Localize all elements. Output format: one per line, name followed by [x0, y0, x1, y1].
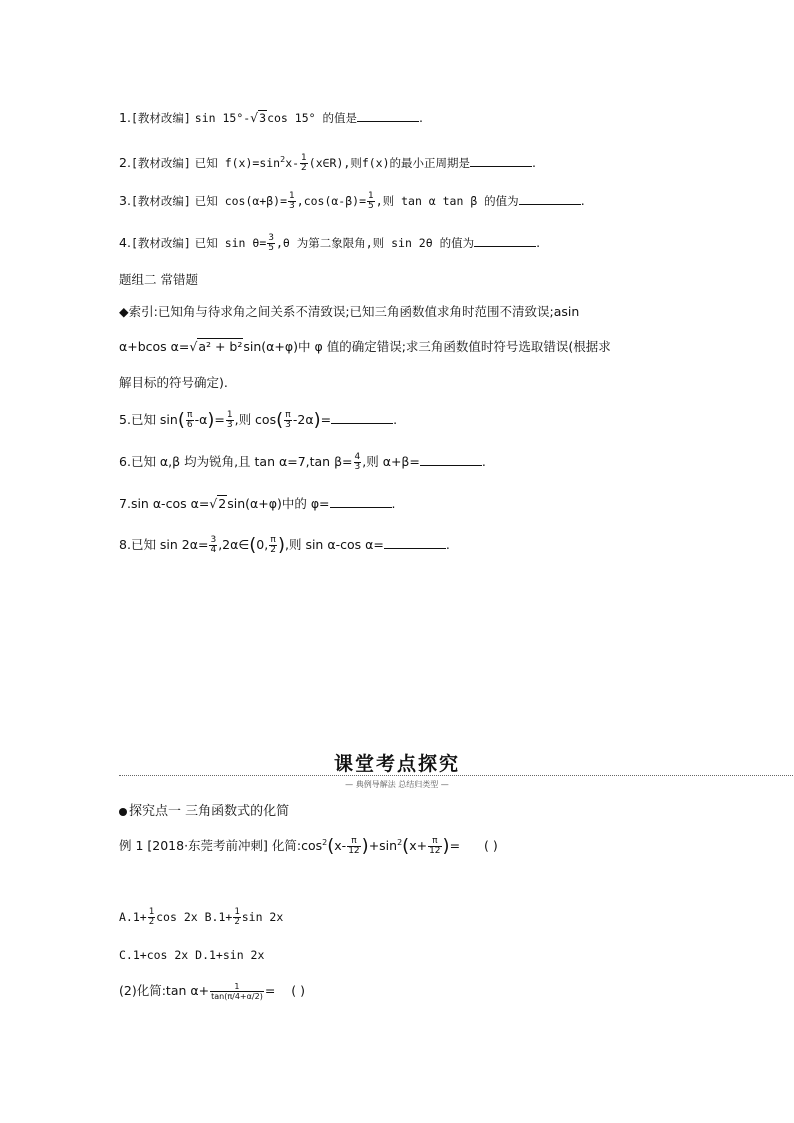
- fraction: $\frac{\pi}{12}$: [348, 836, 360, 857]
- answer-blank[interactable]: [330, 495, 392, 508]
- exponent: 2: [322, 838, 328, 847]
- expr: 已知 sin θ=: [194, 236, 267, 250]
- period: .: [418, 110, 423, 125]
- period: .: [580, 193, 585, 208]
- point-title: 探究点一 三角函数式的化简: [129, 804, 290, 819]
- q-tag: [教材改编]: [130, 194, 191, 208]
- expr: ,则 cos: [234, 412, 277, 427]
- fraction: $\frac{4}{3}$: [354, 452, 361, 472]
- expr: 例 1 [2018·东莞考前冲刺] 化简:cos: [119, 838, 323, 854]
- index-line-3: 解目标的符号确定).: [119, 375, 228, 390]
- q-number: 1.: [119, 110, 131, 125]
- q-tag: [教材改编]: [130, 156, 191, 171]
- q-tag: [教材改编]: [130, 236, 191, 250]
- expr: sin α-cos α=: [130, 496, 210, 511]
- options-cd[interactable]: C.1+cos 2x D.1+sin 2x: [119, 948, 265, 962]
- expr: 已知 α,β 均为锐角,且 tan α=7,tan β=: [130, 454, 353, 469]
- index-line-1: ◆索引:已知角与待求角之间关系不清致误;已知三角函数值求角时范围不清致误;asin: [119, 304, 580, 319]
- option-a[interactable]: A.1+: [119, 910, 147, 924]
- expr: 已知 f(x)=sin: [194, 156, 281, 171]
- expr: ,2α∈: [218, 537, 250, 552]
- question-3: [119, 191, 585, 211]
- fraction: $\frac{1}{2}$: [301, 153, 307, 174]
- section-divider: [119, 775, 794, 776]
- period: .: [481, 454, 486, 469]
- group-heading: 题组二 常错题: [119, 272, 198, 287]
- answer-blank[interactable]: [474, 234, 536, 247]
- expr: =: [214, 412, 225, 427]
- example-1: 例 1 [2018·东莞考前冲刺] 化简$:\cos^2(x-$ $\frac{\pi}{12}$ )$+\sin^2(x+$ $\frac{\pi}{12}$ )= ( ): [119, 835, 498, 857]
- q-number: 3.: [119, 193, 131, 208]
- expr: x+: [409, 838, 428, 854]
- fraction: $\frac{\pi}{3}$: [285, 410, 291, 430]
- fraction: $\frac{1}{3}$: [289, 191, 295, 211]
- expr: 0,: [256, 537, 269, 552]
- question-5: 5.已知 sin( $\frac{\pi}{6}$ -α)= $\frac{1}{3}$ ,则 cos( $\frac{\pi}{3}$ -2α)= .: [119, 409, 398, 431]
- expr: 已知 sin: [130, 412, 178, 427]
- expr: (2)化简:tan α+: [119, 983, 210, 998]
- fraction: $\frac{1}{\tan(\pi/4+\alpha/2)}$: [211, 982, 263, 1001]
- expr: -α: [194, 412, 208, 427]
- period: .: [536, 235, 541, 250]
- expr: sin 2x: [241, 910, 284, 924]
- fraction: $\frac{1}{5}$: [368, 191, 374, 211]
- section-title: 课堂考点探究: [333, 753, 460, 775]
- question-6: [119, 452, 486, 472]
- expr: ,cos(α-β)=: [296, 194, 367, 208]
- question-1: 1.[教材改编] sin 15°-√3cos 15° 的值是 .: [119, 110, 423, 125]
- point-heading: [119, 800, 289, 819]
- expr: ,则 α+β=: [362, 454, 420, 469]
- q-number: 6.: [119, 454, 131, 469]
- expr: cos 15° 的值是: [267, 111, 357, 125]
- expr: sin(α+φ)中 φ 值的确定错误;求三角函数值时符号选取错误(根据求: [243, 339, 611, 354]
- question-7: 7.sin α-cos α=√2sin(α+φ)中的 φ= .: [119, 496, 396, 511]
- fraction: $\frac{1}{2}$: [148, 907, 155, 927]
- sqrt-value: 3: [259, 111, 267, 125]
- answer-blank[interactable]: [384, 536, 446, 549]
- exponent: 2: [397, 838, 403, 847]
- expr: =: [264, 983, 276, 998]
- sqrt-value: a² + b²: [198, 339, 243, 354]
- fraction: $\frac{1}{2}$: [234, 907, 240, 927]
- fraction: $\frac{\pi}{12}$: [429, 836, 441, 857]
- exponent: 2: [280, 155, 286, 164]
- expr: =: [320, 412, 332, 427]
- answer-blank[interactable]: [420, 453, 482, 466]
- period: .: [393, 412, 398, 427]
- answer-blank[interactable]: [331, 411, 393, 424]
- sqrt-value: 2: [218, 496, 227, 511]
- answer-blank[interactable]: [357, 109, 419, 122]
- expr: ,则 tan α tan β 的值为: [375, 194, 519, 208]
- expr: α+bcos α=: [119, 339, 190, 354]
- expr: ,则 sin α-cos α=: [285, 537, 384, 552]
- expr: -2α: [292, 412, 314, 427]
- question-4: [119, 233, 540, 253]
- expr: x-: [285, 156, 300, 171]
- expr: x-: [334, 838, 347, 854]
- expr: sin(α+φ)中的 φ=: [227, 496, 330, 511]
- option-b[interactable]: B.1+: [204, 910, 233, 924]
- expr: 已知 cos(α+β)=: [194, 194, 288, 208]
- choice-bracket[interactable]: ( ): [291, 983, 306, 998]
- period: .: [532, 155, 537, 171]
- expr: (x∈R),则f(x)的最小正周期是: [308, 156, 471, 171]
- period: .: [391, 496, 396, 511]
- expr: cos 2x: [156, 910, 198, 924]
- fraction: $\frac{3}{5}$: [268, 233, 274, 253]
- fraction: $\frac{\pi}{2}$: [270, 535, 276, 555]
- answer-blank[interactable]: [519, 192, 581, 205]
- fraction: $\frac{\pi}{6}$: [186, 410, 193, 430]
- fraction: $\frac{1}{3}$: [226, 410, 233, 430]
- q-number: 2.: [119, 155, 131, 171]
- fraction: $\frac{3}{4}$: [210, 535, 217, 555]
- q-number: 8.: [119, 537, 131, 552]
- index-line-2: α+bcos α=√a² + b²sin(α+φ)中 φ 值的确定错误;求三角函数值时符号选取错误(根据求: [119, 339, 611, 354]
- q-number: 7.: [119, 496, 131, 511]
- period: .: [445, 537, 450, 552]
- section-subtitle: — 典例导解法 总结归类型 —: [345, 780, 449, 789]
- expr: +sin: [368, 838, 398, 854]
- expr: ,θ 为第二象限角,则 sin 2θ 的值为: [275, 236, 475, 250]
- question-2b: [119, 981, 305, 1001]
- q-number: 4.: [119, 235, 131, 250]
- expr: sin 15°-: [194, 111, 251, 125]
- q-number: 5.: [119, 412, 131, 427]
- expr: 已知 sin 2α=: [130, 537, 209, 552]
- question-2: [119, 150, 536, 173]
- q-tag: [教材改编]: [130, 111, 191, 125]
- choice-bracket[interactable]: ( ): [484, 838, 498, 854]
- options-ab: [119, 907, 283, 927]
- answer-blank[interactable]: [470, 154, 532, 167]
- bullet-icon: [119, 808, 127, 816]
- expr: =: [449, 838, 461, 854]
- question-8: 8.已知 sin 2α= $\frac{3}{4}$ ,2α∈(0, $\frac{\pi}{2}$ ),则 sin α-cos α= .: [119, 534, 450, 556]
